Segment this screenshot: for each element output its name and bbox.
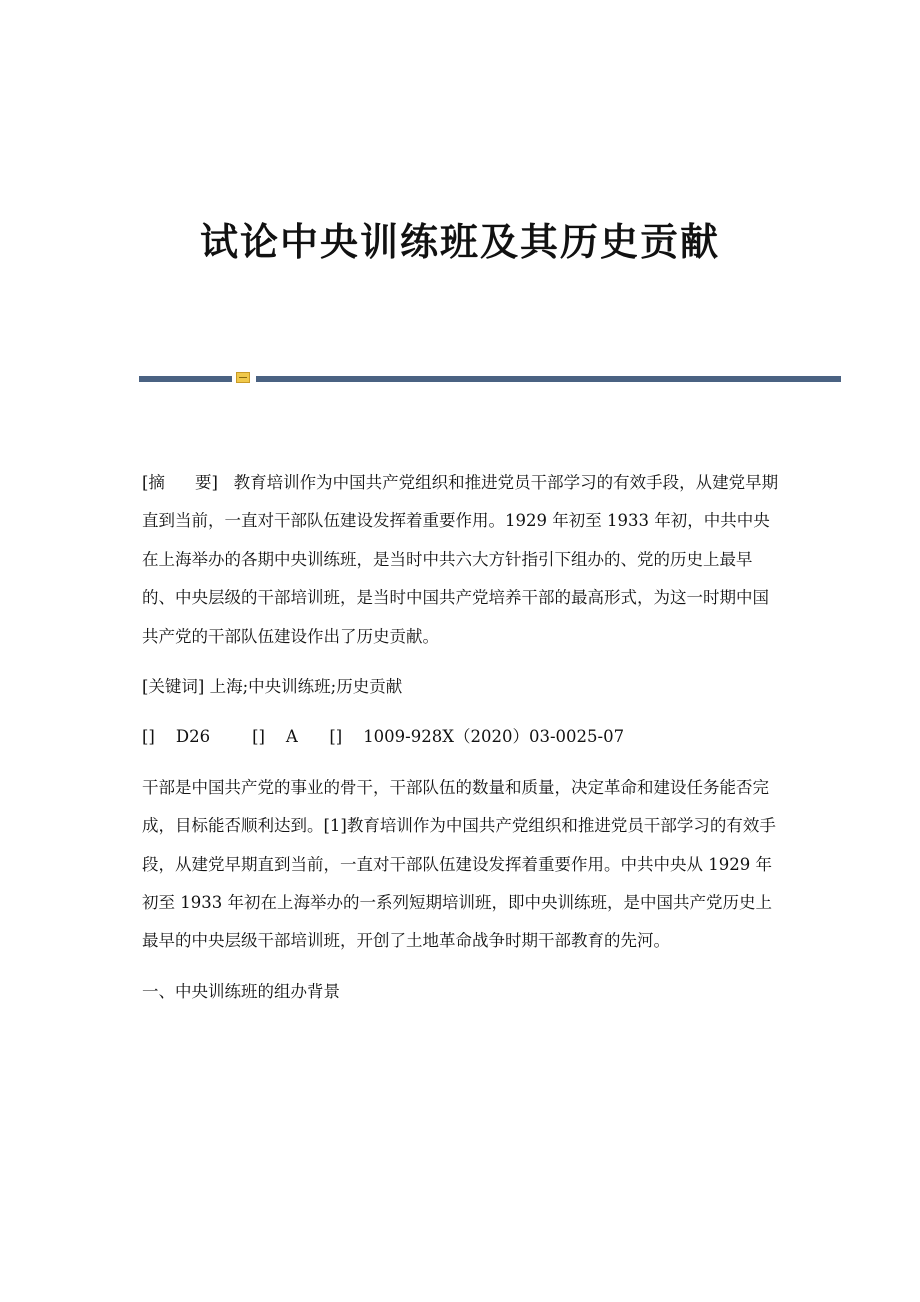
abstract-text: 教育培训作为中国共产党组织和推进党员干部学习的有效手段，从建党早期直到当前，一直对干部队伍建设发挥着重要作用。1929 年初至 1933 年初，中共中央在上海举办的各期中央训练班，是当时中共六大方针指引下组办的、党的历史上最早的、中央层级的干部培训班，是当时中国共产党培养干部的最高形式，为这一时期中国共产党的干部队伍建设作出了历史贡献。 xyxy=(142,473,779,646)
divider-ornament-icon xyxy=(236,372,250,383)
keywords-line xyxy=(142,668,782,706)
abstract-label-open: [摘 xyxy=(142,473,165,492)
classification-bracket-1: [] xyxy=(142,727,155,747)
document-body xyxy=(142,464,782,1011)
keywords-text: 上海;中央训练班;历史贡献 xyxy=(209,677,403,697)
divider-bar-left xyxy=(139,376,232,382)
body-paragraph: 干部是中国共产党的事业的骨干，干部队伍的数量和质量，决定革命和建设任务能否完成，目标能否顺利达到。[1]教育培训作为中国共产党组织和推进党员干部学习的有效手段，从建党早期直到当前，一直对干部队伍建设发挥着重要作用。中共中央从 1929 年初至 1933 年初在上海举办的一系列短期培训班，即中央训练班，是中国共产党历史上最早的中央层级干部培训班，开创了土地革命战争时期干部教育的先河。 xyxy=(142,777,776,951)
classification-bracket-2: [] xyxy=(252,727,265,747)
abstract-label-close: 要] xyxy=(194,473,218,492)
divider-bar-right xyxy=(256,376,841,382)
class-code: D26 xyxy=(175,727,211,747)
classification-bracket-3: [] xyxy=(329,727,343,747)
doc-code: A xyxy=(285,727,298,747)
article-id: 1009-928X（2020）03-0025-07 xyxy=(363,727,625,747)
section-heading: 一、中央训练班的组办背景 xyxy=(142,981,340,1001)
classification-line xyxy=(142,718,782,756)
keywords-label: [关键词] xyxy=(142,677,205,697)
abstract-label xyxy=(142,473,218,492)
abstract-paragraph xyxy=(142,464,782,656)
title-divider xyxy=(139,371,841,385)
document-title: 试论中央训练班及其历史贡献 xyxy=(199,219,720,264)
